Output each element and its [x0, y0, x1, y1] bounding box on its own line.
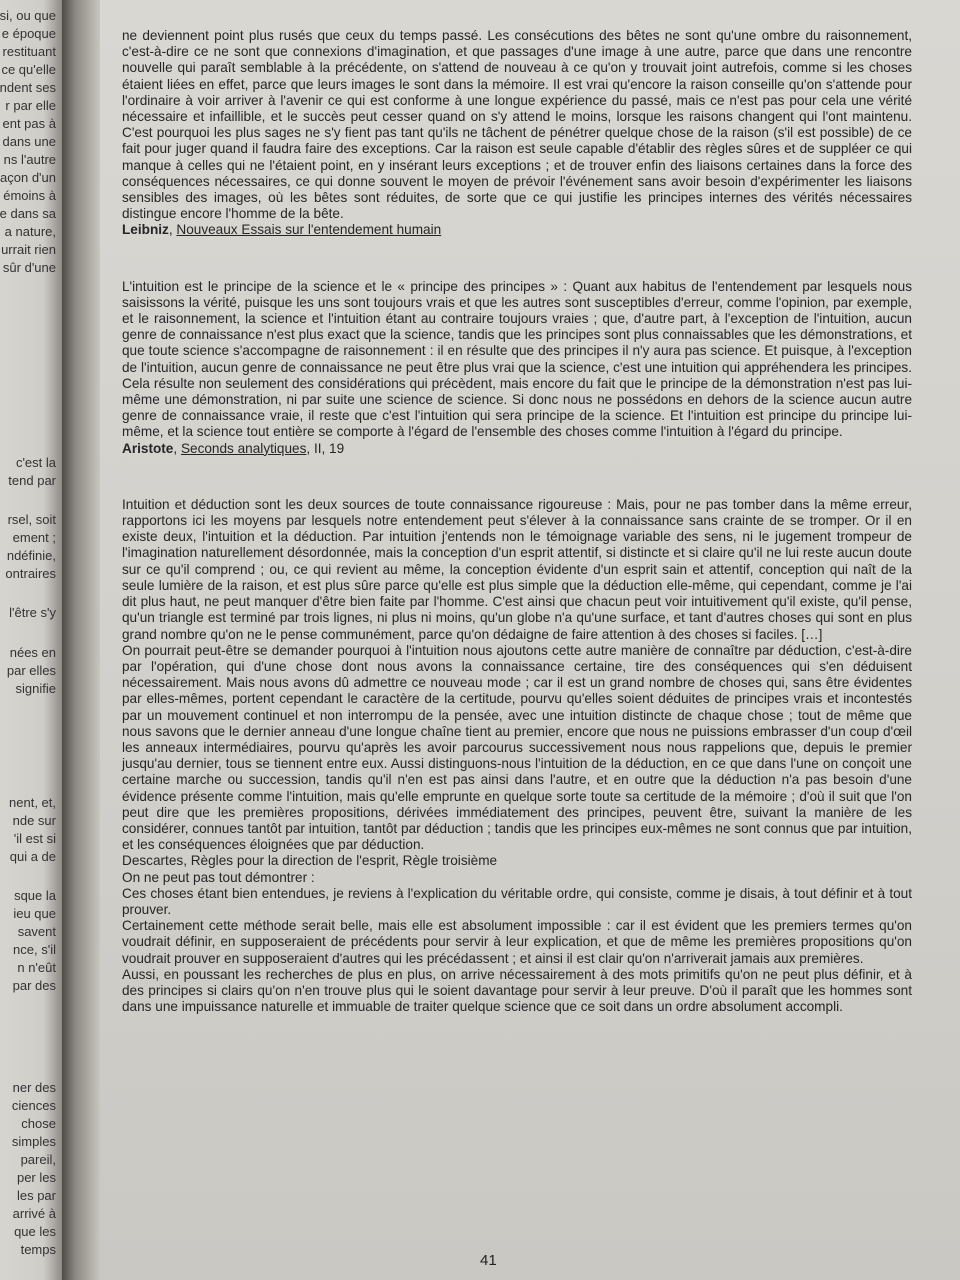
facing-page-text-fragment: açon d'un: [0, 170, 56, 185]
facing-page-text-fragment: savent: [17, 924, 56, 939]
facing-page-text-fragment: simples: [11, 1134, 56, 1149]
quote-leibniz: [122, 28, 912, 239]
facing-page-text-fragment: r par elle: [5, 98, 56, 113]
facing-page-text-fragment: ent pas à: [2, 116, 56, 131]
facing-page-text-fragment: ciences: [11, 1098, 56, 1113]
citation-work: Seconds analytiques: [180, 440, 307, 456]
facing-page-text-fragment: si, ou que: [0, 8, 56, 23]
facing-page-text-fragment: e époque: [1, 26, 56, 41]
facing-page-text-fragment: ndent ses: [0, 80, 56, 95]
citation-author: Leibniz: [122, 222, 169, 238]
paragraph: ne deviennent point plus rusés que ceux du temps passé. Les consécutions des bêtes ne sont qu'une ombre du raisonnement, c'est-à-dire ce ne sont que connexions d'imagination, et que passages d'une image à une autre, parce que dans une rencontre nouvelle qui paraît semblable à la précédente, on s'attend de nouveau à ce qu'on y trouvait joint autrefois, comme si les choses étaient liées en effet, parce que leurs images le sont dans la mémoire. Il est vrai qu'encore la raison conseille qu'on s'attende pour l'ordinaire à voir arriver à l'avenir ce qui est conforme à une longue expérience du passé, mais ce n'est pas pour cela une vérité nécessaire et infaillible, et le succès peut cesser quand on s'y attend le moins, lorsque les raisons changent qui l'ont maintenu. C'est pourquoi les plus sages ne s'y fient pas tant qu'ils ne tâchent de pénétrer quelque chose de la raison (s'il est possible) de ce fait pour juger quand il faudra faire des exceptions. Car la raison est seule capable d'établir des règles sûres et de suppléer ce qui manque à celles qui ne l'étaient point, en y insérant leurs exceptions ; et de trouver enfin des liaisons certaines dans la force des conséquences nécessaires, ce qui donne souvent le moyen de prévoir l'événement sans avoir besoin d'expérimenter les liaisons sensibles des images, où les bêtes sont réduites, de sorte que ce qui justifie les principes internes des vérités nécessaires distingue encore l'homme de la bête.: [122, 28, 912, 222]
quote-descartes-pascal: [122, 497, 912, 1016]
section-heading: On ne peut pas tout démontrer :: [122, 869, 315, 885]
facing-page-text-fragment: nées en: [9, 645, 56, 660]
paragraph: Aussi, en poussant les recherches de plus en plus, on arrive nécessairement à des mots primitifs qu'on ne peut plus définir, et à des principes si clairs qu'on n'en trouve plus qui le soient davantage pour servir à leur preuve. D'où il paraît que les hommes sont dans une impuissance naturelle et immuable de traiter quelque science que ce soit dans un ordre absolument accompli.: [122, 966, 912, 1015]
citation: Leibniz, Nouveaux Essais sur l'entendement humain: [122, 222, 442, 238]
paragraph: Certainement cette méthode serait belle, mais elle est absolument impossible : car il est évident que les premiers termes qu'on voudrait définir, en supposeraient de précédents pour servir à leur explication, et que de même les premières propositions qu'on voudrait prouver en supposeraient d'autres qui les précédassent ; et ainsi il est clair qu'on n'arriverait jamais aux premières.: [122, 918, 912, 966]
facing-page-text-fragment: n n'eût: [17, 960, 56, 975]
facing-page-text-fragment: c'est la: [15, 455, 56, 470]
facing-page-text-fragment: les par: [16, 1188, 56, 1203]
facing-page-text-fragment: a nature,: [4, 224, 56, 239]
facing-page-text-fragment: l'être s'y: [9, 605, 56, 620]
facing-page-text-fragment: qui a de: [9, 849, 56, 864]
facing-page-text-fragment: nce, s'il: [13, 942, 56, 957]
facing-page-text-fragment: par elles: [6, 663, 56, 678]
facing-page-text-fragment: ieu que: [13, 906, 56, 921]
facing-page-text-fragment: chose: [21, 1116, 56, 1131]
book-page: [100, 0, 960, 1280]
citation: Aristote, Seconds analytiques, II, 19: [122, 440, 345, 456]
facing-page-text-fragment: sûr d'une: [2, 260, 56, 275]
facing-page-text-fragment: par des: [12, 978, 56, 993]
facing-page-text-fragment: signifie: [15, 681, 56, 696]
facing-page-text-fragment: rsel, soit: [7, 512, 56, 527]
facing-page-text-fragment: ement ;: [12, 530, 56, 545]
citation-reference: , II, 19: [306, 440, 345, 456]
facing-page-text-fragment: arrivé à: [12, 1206, 56, 1221]
facing-page-text-fragment: nent, et,: [9, 795, 56, 810]
facing-page-text-fragment: dans une: [2, 134, 56, 149]
citation-line: Descartes, Règles pour la direction de l'esprit, Règle troisième: [122, 853, 498, 869]
facing-page-text-fragment: sque la: [14, 888, 56, 903]
paragraph: Intuition et déduction sont les deux sources de toute connaissance rigoureuse : Mais, pour ne pas tomber dans la même erreur, rapportons ici les moyens par lesquels notre entendement peut s'élever à la connaissance sans crainte de se tromper. Or il en existe deux, l'intuition et la déduction. Par intuition j'entends non le témoignage variable des sens, ni le jugement trompeur de l'imagination naturellement désordonnée, mais la conception d'un esprit attentif, si distincte et si claire qu'il ne lui reste aucun doute sur ce qu'il comprend ; ou, ce qui revient au même, la conception évidente d'un esprit sain et attentif, conception qui naît de la seule lumière de la raison, et est plus sûre parce qu'elle est plus simple que la déduction elle-même, qui cependant, comme je l'ai dit plus haut, ne peut manquer d'être bien faite par l'homme. C'est ainsi que chacun peut voir intuitivement qu'il existe, qu'il pense, qu'un triangle est terminé par trois lignes, ni plus ni moins, qu'un globe n'a qu'une surface, et tant d'autres choses qui sont en plus grand nombre qu'on ne le pense communément, parce qu'on dédaigne de faire attention à des choses si faciles. […]: [122, 496, 912, 642]
facing-page-text-fragment: temps: [20, 1242, 56, 1257]
paragraph: Ces choses étant bien entendues, je reviens à l'explication du véritable ordre, qui consiste, comme je disais, à tout définir et à tout prouver.: [122, 885, 912, 917]
page-number: 41: [480, 1252, 497, 1269]
facing-page-text-fragment: que les: [14, 1224, 56, 1239]
facing-page-text-fragment: ns l'autre: [3, 152, 56, 167]
facing-page-text-fragment: ndéfinie,: [6, 548, 56, 563]
facing-page-text-fragment: e dans sa: [0, 206, 56, 221]
citation-work: Nouveaux Essais sur l'entendement humain: [176, 222, 442, 238]
facing-page-text-fragment: nde sur: [12, 813, 56, 828]
facing-page-text-fragment: tend par: [8, 473, 56, 488]
facing-page-text-fragment: 'il est si: [13, 831, 56, 846]
paragraph: On pourrait peut-être se demander pourquoi à l'intuition nous ajoutons cette autre manière de connaître par déduction, c'est-à-dire par l'opération, qui d'une chose dont nous avons la connaissance certaine, tire des conséquences qui s'en déduisent nécessairement. Mais nous avons dû admettre ce nouveau mode ; car il est un grand nombre de choses qui, sans être évidentes par elles-mêmes, portent cependant le caractère de la certitude, pourvu qu'elles soient déduites de principes vrais et incontestés par un mouvement continuel et non interrompu de la pensée, avec une intuition distincte de chaque chose ; tout de même que nous savons que le dernier anneau d'une longue chaîne tient au premier, encore que nous ne puissions embrasser d'un coup d'œil les anneaux intermédiaires, pourvu qu'après les avoir parcourus successivement nous nous rappelions que, depuis le premier jusqu'au dernier, tous se tiennent entre eux. Aussi distinguons-nous l'intuition de la déduction, en ce que dans l'une on conçoit une certaine marche ou succession, tandis qu'il n'en est pas ainsi dans l'autre, et en outre que la déduction n'a pas besoin d'une évidence présente comme l'intuition, mais qu'elle emprunte en quelque sorte toute sa certitude de la mémoire ; d'où il suit que l'on peut dire que les premières propositions, dérivées immédiatement des principes, peuvent être, suivant la manière de les considérer, connues tantôt par intuition, tantôt par déduction ; tandis que les principes eux-mêmes ne sont connus que par intuition, et les conséquences éloignées que par déduction.: [122, 642, 912, 853]
facing-page-text-fragment: pareil,: [20, 1152, 56, 1167]
text-column: [122, 28, 912, 1055]
facing-page-text-fragment: ontraires: [5, 566, 56, 581]
facing-page-text-fragment: émoins à: [3, 188, 56, 203]
facing-page-text-fragment: ner des: [12, 1080, 56, 1095]
facing-page-text-fragment: urrait rien: [1, 242, 56, 257]
facing-page-fragment: [0, 0, 62, 1280]
citation-author: Aristote: [122, 440, 174, 456]
facing-page-text-fragment: restituant: [2, 44, 56, 59]
quote-aristote: [122, 279, 912, 457]
facing-page-text-fragment: ce qu'elle: [1, 62, 56, 77]
book-gutter: [62, 0, 100, 1280]
paragraph: L'intuition est le principe de la science et le « principe des principes » : Quant aux habitus de l'entendement par lesquels nous saisissons la vérité, puisque les uns sont toujours vrais et que les autres sont susceptibles d'erreur, comme l'opinion, par exemple, et le raisonnement, la science et l'intuition étant au contraire toujours vraies ; que, d'autre part, à l'exception de l'intuition, aucun genre de connaissance n'est plus exact que la science, tandis que les principes sont plus connaissables que les démonstrations, et que toute science s'accompagne de raisonnement : il en résulte que des principes il n'y aura pas science. Et puisque, à l'exception de l'intuition, aucun genre de connaissance ne peut être plus vrai que la science, c'est une intuition qui appréhendera les principes. Cela résulte non seulement des considérations qui précèdent, mais encore du fait que le principe de la démonstration n'est pas lui-même une démonstration, ni par suite une science de science. Si donc nous ne possédons en dehors de la science aucun autre genre de connaissance vraie, il reste que c'est l'intuition qui sera principe de la science. Et l'intuition est principe du principe lui-même, et la science tout entière se comporte à l'égard de l'ensemble des choses comme l'intuition à l'égard du principe.: [122, 278, 912, 440]
facing-page-text-fragment: per les: [16, 1170, 56, 1185]
